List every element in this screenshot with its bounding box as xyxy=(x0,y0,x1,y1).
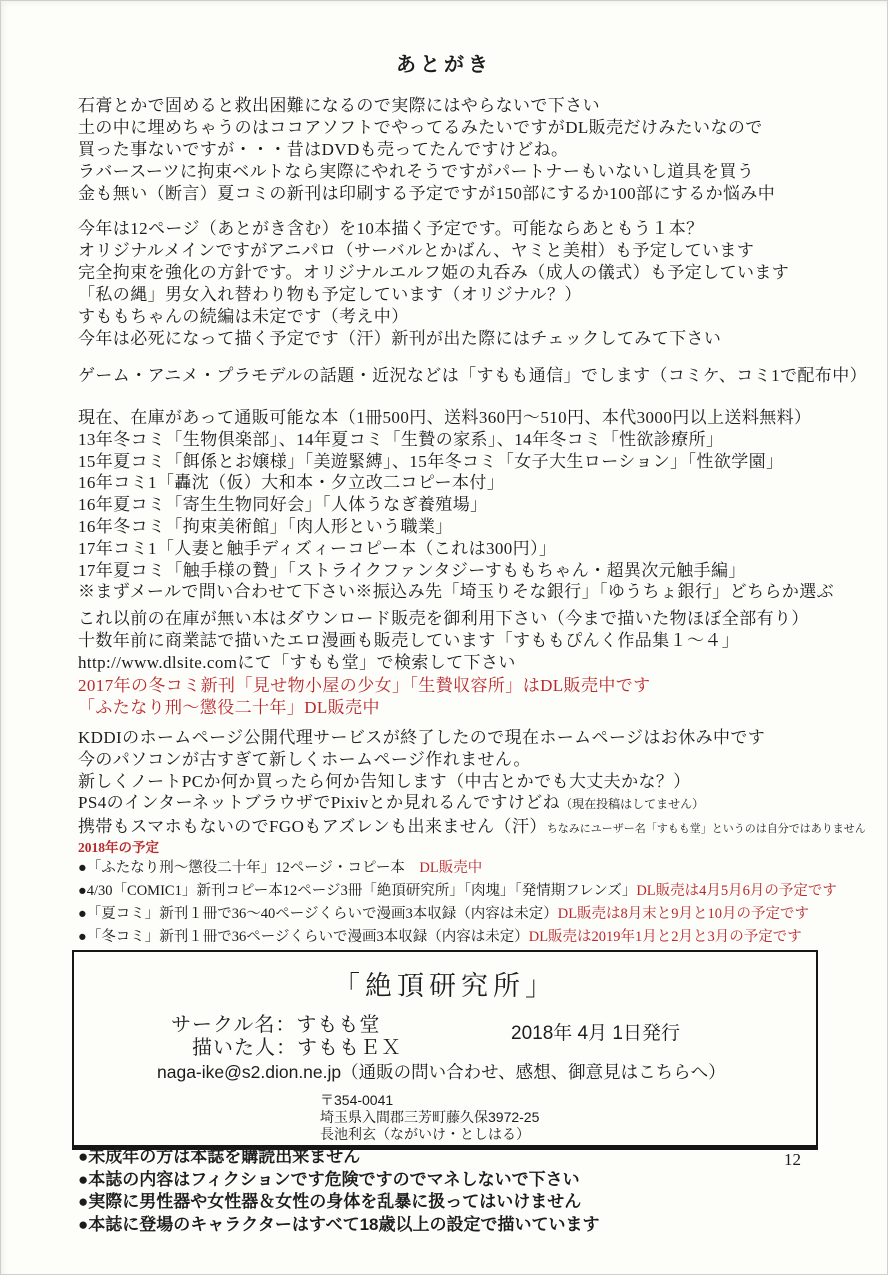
text-line: 「私の縄」男女入れ替わり物も予定しています（オリジナル？） xyxy=(78,285,582,304)
download-sales-info xyxy=(78,608,809,719)
text-line: 買った事ないですが・・・昔はDVDも売ってたんですけどね。 xyxy=(78,140,569,159)
text-line: 15年夏コミ「餌係とお嬢様」「美遊緊縛」、15年冬コミ「女子大生ローション」「性欲学園」 xyxy=(78,451,784,471)
text-line: 16年冬コミ「拘束美術館」「肉人形という職業」 xyxy=(78,516,453,536)
text-line: 16年コミ1「轟沈（仮）大和本・夕立改二コピー本付」 xyxy=(78,473,505,493)
text-line: 13年冬コミ「生物倶楽部」、14年夏コミ「生贄の家系」、14年冬コミ「性欲診療所」 xyxy=(78,429,724,449)
text-line: ラバースーツに拘束ベルトなら実際にやれそうですがパートナーもいないし道具を買う xyxy=(78,162,755,181)
plan-dl-status: DL販売は4月5月6月の予定です xyxy=(636,883,837,899)
artist-name: 描いた人：すももＥＸ xyxy=(192,1037,402,1059)
dl-sale-announcement: 2017年の冬コミ新刊「見せ物小屋の少女」「生贄収容所」はDL販売中です xyxy=(78,675,651,695)
text-line: 新しくノートPCか何か買ったら何か告知します（中古とかでも大丈夫かな？） xyxy=(78,771,691,791)
text-line: 十数年前に商業誌で描いたエロ漫画も販売しています「すももぴんく作品集１～４」 xyxy=(78,631,740,651)
text-line: 今年は必死になって描く予定です（汗）新刊が出た際にはチェックしてみて下さい xyxy=(78,329,722,348)
plans-2018-list xyxy=(78,857,837,949)
paragraph-year-plans xyxy=(78,218,789,350)
homepage-status xyxy=(78,727,866,841)
plan-item xyxy=(78,903,837,926)
text-line: 土の中に埋めちゃうのはココアソフトでやってるみたいですがDL販売だけみたいなので xyxy=(78,118,763,137)
text-segment: 携帯もスマホもないのでFGOもアズレンも出来ません（汗） xyxy=(78,817,547,837)
newsletter-line: ゲーム・アニメ・プラモデルの話題・近況などは「すもも通信」でします（コミケ、コミ1で配布中） xyxy=(78,366,868,385)
publication-date: 2018年 4月 1日発行 xyxy=(511,1023,680,1044)
contact-email-line: naga-ike@s2.dion.ne.jp（通販の問い合わせ、感想、御意見はこちらへ） xyxy=(157,1062,726,1082)
text-line: ※まずメールで問い合わせて下さい※振込み先「埼玉りそな銀行」「ゆうちょ銀行」どちらか選ぶ xyxy=(78,582,835,602)
text-line: 石膏とかで固めると救出困難になるので実際にはやらないで下さい xyxy=(78,96,600,115)
text-line: 17年コミ1「人妻と触手ディズィーコピー本（これは300円）」 xyxy=(78,538,557,558)
plan-dl-status: DL販売は2019年1月と2月と3月の予定です xyxy=(528,929,802,945)
plan-dl-status: DL販売は8月末と9月と10月の予定です xyxy=(557,906,810,922)
paragraph-bondage-talk xyxy=(78,95,775,205)
author-real-name: 長池利玄（ながいけ・としはる） xyxy=(320,1126,530,1142)
small-note: （現在投稿はしてません） xyxy=(560,797,705,812)
dl-sale-announcement: 「ふたなり刑～懲役二十年」DL販売中 xyxy=(78,697,380,717)
text-segment: PS4のインターネットブラウザでPixivとか見れるんですけどね xyxy=(78,793,561,813)
disclaimer-item: ●本誌に登場のキャラクターはすべて18歳以上の設定で描いています xyxy=(78,1214,600,1234)
disclaimer-item: ●本誌の内容はフィクションです危険ですのでマネしないで下さい xyxy=(78,1169,580,1189)
text-line: KDDIのホームページ公開代理サービスが終了したので現在ホームページはお休み中です xyxy=(78,728,766,747)
plan-dl-status: DL販売中 xyxy=(419,860,483,876)
postal-address: 埼玉県入間郡三芳町藤久保3972-25 xyxy=(320,1109,540,1125)
text-line: 今のパソコンが古すぎて新しくホームページ作れません。 xyxy=(78,749,531,769)
plan-text: ●4/30「COMIC1」新刊コピー本12ページ3冊「絶頂研究所」「肉塊」「発情期フレンズ」 xyxy=(78,883,637,899)
page-title: あとがき xyxy=(396,54,492,76)
page-number: 12 xyxy=(784,1150,801,1169)
plan-text: ●「夏コミ」新刊１冊で36～40ページくらいで漫画3本収録（内容は未定） xyxy=(78,906,558,922)
text-line xyxy=(78,792,866,816)
plan-item xyxy=(78,857,837,880)
text-line: 今年は12ページ（あとがき含む）を10本描く予定です。可能ならあともう１本？ xyxy=(78,219,704,238)
text-line: 16年夏コミ「寄生生物同好会」「人体うなぎ養殖場」 xyxy=(78,495,488,515)
disclaimer-list xyxy=(78,1146,600,1236)
text-line: すももちゃんの続編は未定です（考え中） xyxy=(78,307,409,326)
postal-code: 〒354-0041 xyxy=(320,1092,394,1108)
plan-item xyxy=(78,926,837,949)
small-note: ちなみにユーザー名「すもも堂」というのは自分ではありません xyxy=(546,823,866,836)
mail-order-catalog xyxy=(78,407,834,603)
text-line: 17年夏コミ「触手様の贄」「ストライクファンタジーすももちゃん・超異次元触手編」 xyxy=(78,560,746,580)
text-line: 現在、在庫があって通販可能な本（1冊500円、送料360円～510円、本代3000円以上送料無料） xyxy=(78,408,812,427)
plans-2018-heading: 2018年の予定 xyxy=(78,840,159,855)
disclaimer-item: ●実際に男性器や女性器＆女性の身体を乱暴に扱ってはいけません xyxy=(78,1192,582,1211)
disclaimer-item: ●未成年の方は本誌を購読出来ません xyxy=(78,1147,361,1166)
plan-text: ●「冬コミ」新刊１冊で36ページくらいで漫画3本収録（内容は未定） xyxy=(78,929,529,945)
text-line: 金も無い（断言）夏コミの新刊は印刷する予定ですが150部にするか100部にするか悩み中 xyxy=(78,184,776,203)
text-line: これ以前の在庫が無い本はダウンロード販売を御利用下さい（今まで描いた物ほぼ全部有り） xyxy=(78,609,809,628)
text-line xyxy=(78,816,866,841)
text-line: オリジナルメインですがアニパロ（サーバルとかばん、ヤミと美柑）も予定しています xyxy=(78,241,755,260)
text-line: 完全拘束を強化の方針です。オリジナルエルフ姫の丸呑み（成人の儀式）も予定しています xyxy=(78,263,790,282)
circle-name: サークル名：すもも堂 xyxy=(171,1014,381,1036)
plan-item xyxy=(78,880,837,903)
colophon-box xyxy=(72,950,818,1150)
dlsite-url-line: http://www.dlsite.comにて「すもも堂」で検索して下さい xyxy=(78,653,516,673)
plan-text: ●「ふたなり刑～懲役二十年」12ページ・コピー本 xyxy=(78,860,420,876)
book-title: 「絶頂研究所」 xyxy=(333,971,557,1001)
